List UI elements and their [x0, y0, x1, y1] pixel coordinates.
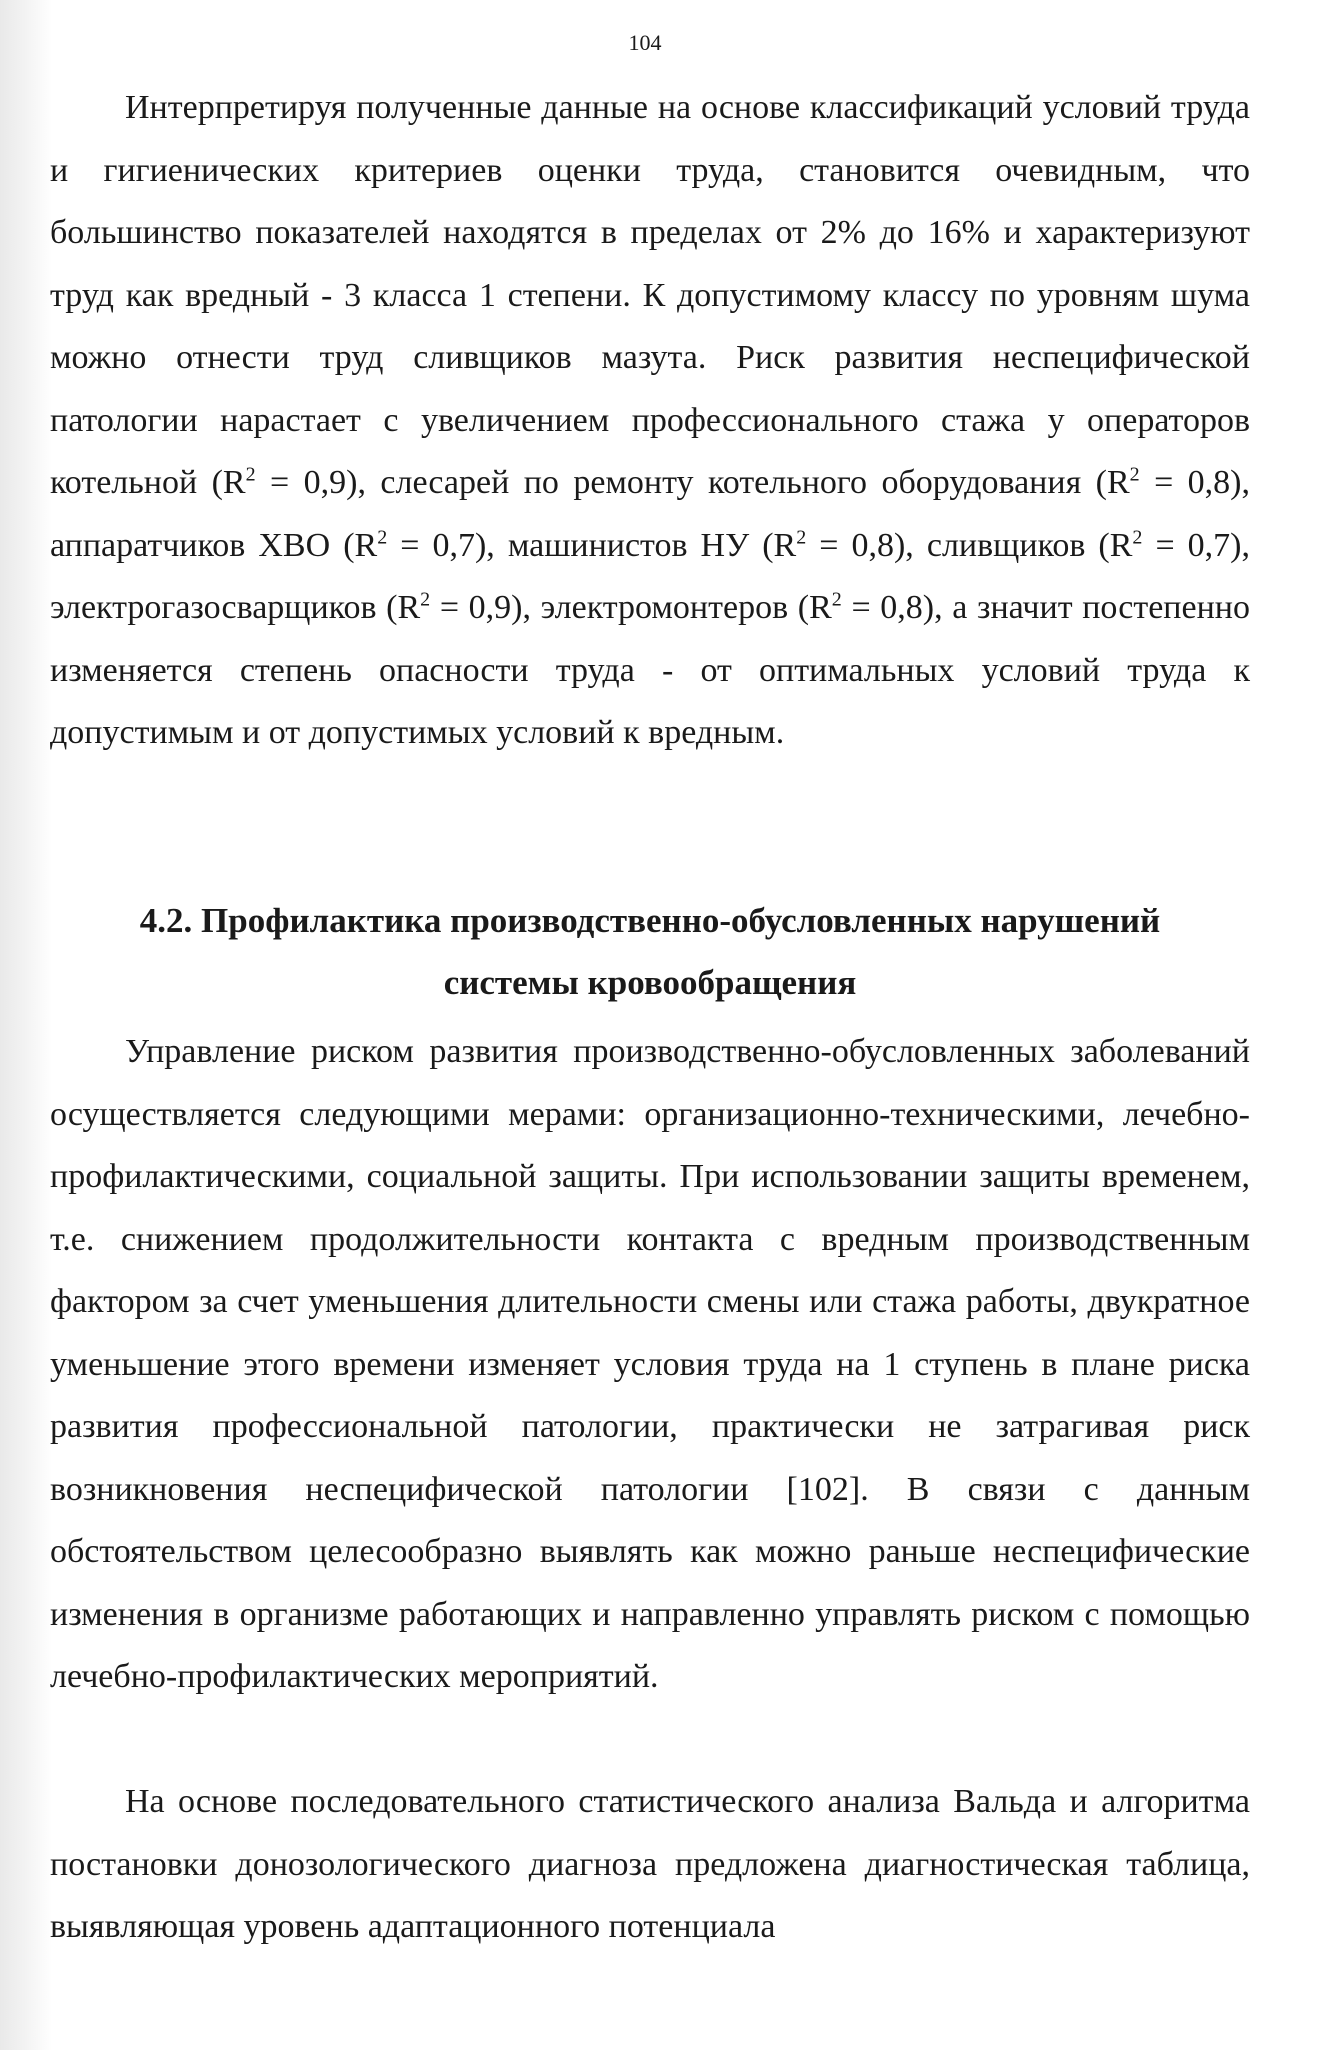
superscript: 2 [245, 463, 256, 486]
superscript: 2 [420, 588, 431, 611]
paragraph-segment: = 0,7), машинистов НУ (R [387, 526, 797, 564]
superscript: 2 [831, 588, 842, 611]
paragraph-segment: = 0,9), электромонтеров (R [430, 589, 832, 626]
paragraph-interpretation [50, 77, 1250, 765]
superscript: 2 [377, 526, 388, 549]
paragraph-segment: = 0,8), сливщиков (R [806, 526, 1133, 564]
section-title-line2: системы кровообращения [443, 963, 857, 1002]
paragraph-segment: Интерпретируя полученные данные на основе классификаций условий труда и гигиенических критериев оценки труда, становится очевидным, что большинство показателей находятся в пределах от 2% до 16% и характеризуют труд как вредный - 3 класса 1 степени. К допустимому классу по уровням шума можно отнести труд сливщиков мазута. Риск развития неспецифической патологии нарастает с увеличением профессионального стажа у операторов котельной (R [50, 89, 1250, 501]
paragraph-segment: = 0,7), электрогазосварщиков (R [50, 526, 1250, 626]
section-heading [50, 890, 1250, 1014]
paragraph-segment: = 0,8), а значит постепенно изменяется степень опасности труда - от оптимальных условий труда к допустимым и от допустимых условий к вредным. [50, 589, 1250, 751]
paragraph-wald-analysis: На основе последовательного статистического анализа Вальда и алгоритма постановки донозологического диагноза предложена диагностическая таблица, выявляющая уровень адаптационного потенциала [50, 1783, 1250, 1945]
superscript: 2 [796, 526, 807, 549]
section-title-line1: 4.2. Профилактика производственно-обусловленных нарушений [139, 901, 1161, 940]
page-edge-shadow [0, 0, 52, 2050]
page-number: 104 [628, 30, 662, 55]
paragraph-risk-management: Управление риском развития производственно-обусловленных заболеваний осуществляется следующими мерами: организационно-техническими, лечебно-профилактическими, социальной защиты. При использовании защиты временем, т.е. снижением продолжительности контакта с вредным производственным фактором за счет уменьшения длительности смены или стажа работы, двукратное уменьшение этого времени изменяет условия труда на 1 ступень в плане риска развития профессиональной патологии, практически не затрагивая риск возникновения неспецифической патологии [102]. В связи с данным обстоятельством целесообразно выявлять как можно раньше неспецифические изменения в организме работающих и направленно управлять риском с помощью лечебно-профилактических мероприятий. [50, 1033, 1250, 1695]
superscript: 2 [1132, 526, 1143, 549]
paragraph-segment: = 0,9), слесарей по ремонту котельного оборудования (R [255, 464, 1130, 501]
paragraph-segment: = 0,8), аппаратчиков ХВО (R [50, 464, 1251, 564]
superscript: 2 [1129, 463, 1140, 486]
